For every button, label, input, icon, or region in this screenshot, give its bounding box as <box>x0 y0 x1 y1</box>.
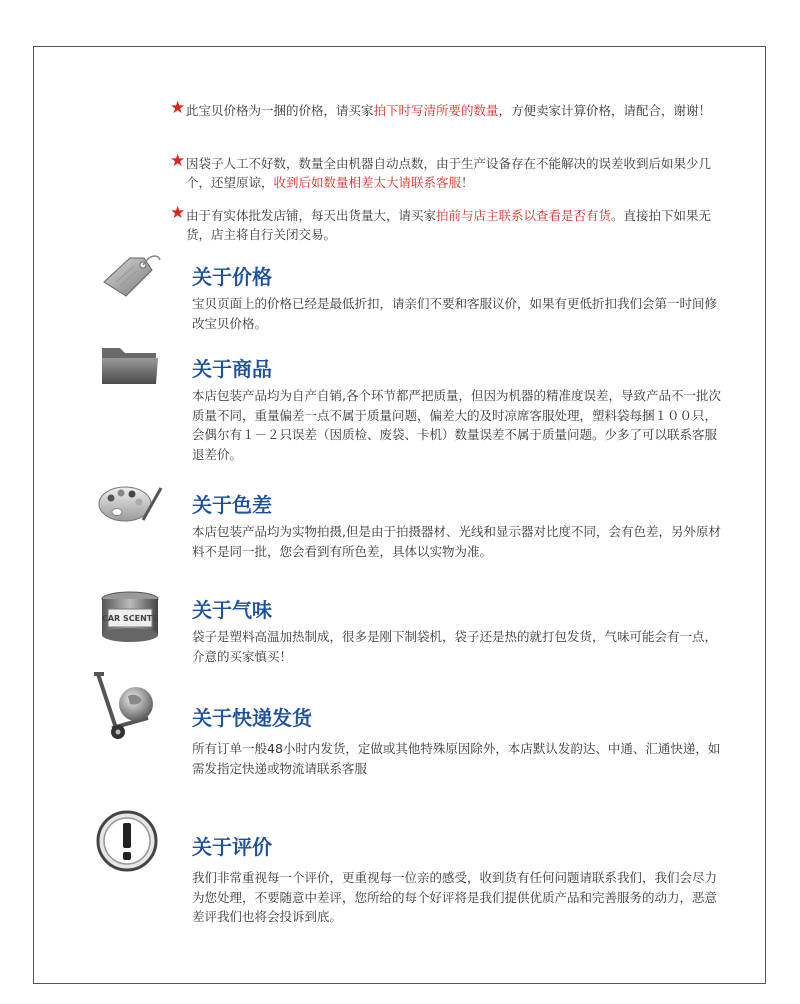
section-body: 宝贝页面上的价格已经是最低折扣，请亲们不要和客服议价，如果有更低折扣我们会第一时间修改宝贝价格。 <box>192 296 718 331</box>
notice-price-per-bundle: ★ 此宝贝价格为一捆的价格，请买家拍下时写清所要的数量，方便卖家计算价格，请配合，谢谢！ <box>170 98 712 118</box>
section-about-reviews <box>192 834 722 927</box>
section-title: 关于色差 <box>192 493 272 517</box>
section-body: 本店包装产品均为自产自销,各个环节都严把质量，但因为机器的精准度误差，导致产品不一批次质量不同，重量偏差一点不属于质量问题，偏差大的及时凉席客服处理，塑料袋每捆１００只，会偶尔有１－２只误差（因质检、废袋、卡机）数量误差不属于质量问题。少多了可以联系客服退差价。 <box>192 388 721 462</box>
section-about-product <box>192 356 722 464</box>
section-about-price <box>192 264 722 333</box>
section-title: 关于商品 <box>192 357 272 381</box>
air-freshener-can-icon <box>100 589 160 645</box>
red-star-icon: ★ <box>170 203 186 223</box>
section-body: 袋子是塑料高温加热制成，很多是刚下制袋机，袋子还是热的就打包发货，气味可能会有一点，介意的买家慎买！ <box>192 629 718 664</box>
red-star-icon: ★ <box>170 151 186 171</box>
section-title: 关于快递发货 <box>192 706 312 730</box>
section-about-color <box>192 492 722 561</box>
folder-icon <box>100 342 160 386</box>
section-body: 本店包装产品均为实物拍摄,但是由于拍摄器材、光线和显示器对比度不同，会有色差，另外原材料不是同一批，您会看到有所色差，具体以实物为准。 <box>192 524 721 559</box>
section-about-shipping <box>192 705 722 778</box>
notice-stock-check: ★ 由于有实体批发店铺，每天出货量大，请买家拍前与店主联系以查看是否有货。直接拍下如果无货，店主将自行关闭交易。 <box>170 203 712 242</box>
section-title: 关于评价 <box>192 835 272 859</box>
price-tag-icon <box>100 252 162 300</box>
palette-icon <box>97 482 165 526</box>
red-star-icon: ★ <box>170 98 186 118</box>
section-about-smell <box>192 597 722 666</box>
notice-machine-counting: ★ 因袋子人工不好数，数量全由机器自动点数，由于生产设备存在不能解决的误差收到后如果少几个，还望原谅，收到后如数量相差太大请联系客服！ <box>170 151 712 190</box>
exclamation-icon <box>96 810 158 872</box>
hand-truck-globe-icon <box>90 670 162 742</box>
svg-text:CAR SCENTS: CAR SCENTS <box>101 614 159 623</box>
section-title: 关于价格 <box>192 265 272 289</box>
section-title: 关于气味 <box>192 598 272 622</box>
section-body: 所有订单一般48小时内发货，定做或其他特殊原因除外，本店默认发韵达、中通、汇通快递，如需发指定快递或物流请联系客服 <box>192 741 721 776</box>
section-body: 我们非常重视每一个评价，更重视每一位亲的感受，收到货有任何问题请联系我们，我们会尽力为您处理，不要随意中差评，您所给的每个好评将是我们提供优质产品和完善服务的动力，恶意差评我们也将会投诉到底。 <box>192 870 718 924</box>
